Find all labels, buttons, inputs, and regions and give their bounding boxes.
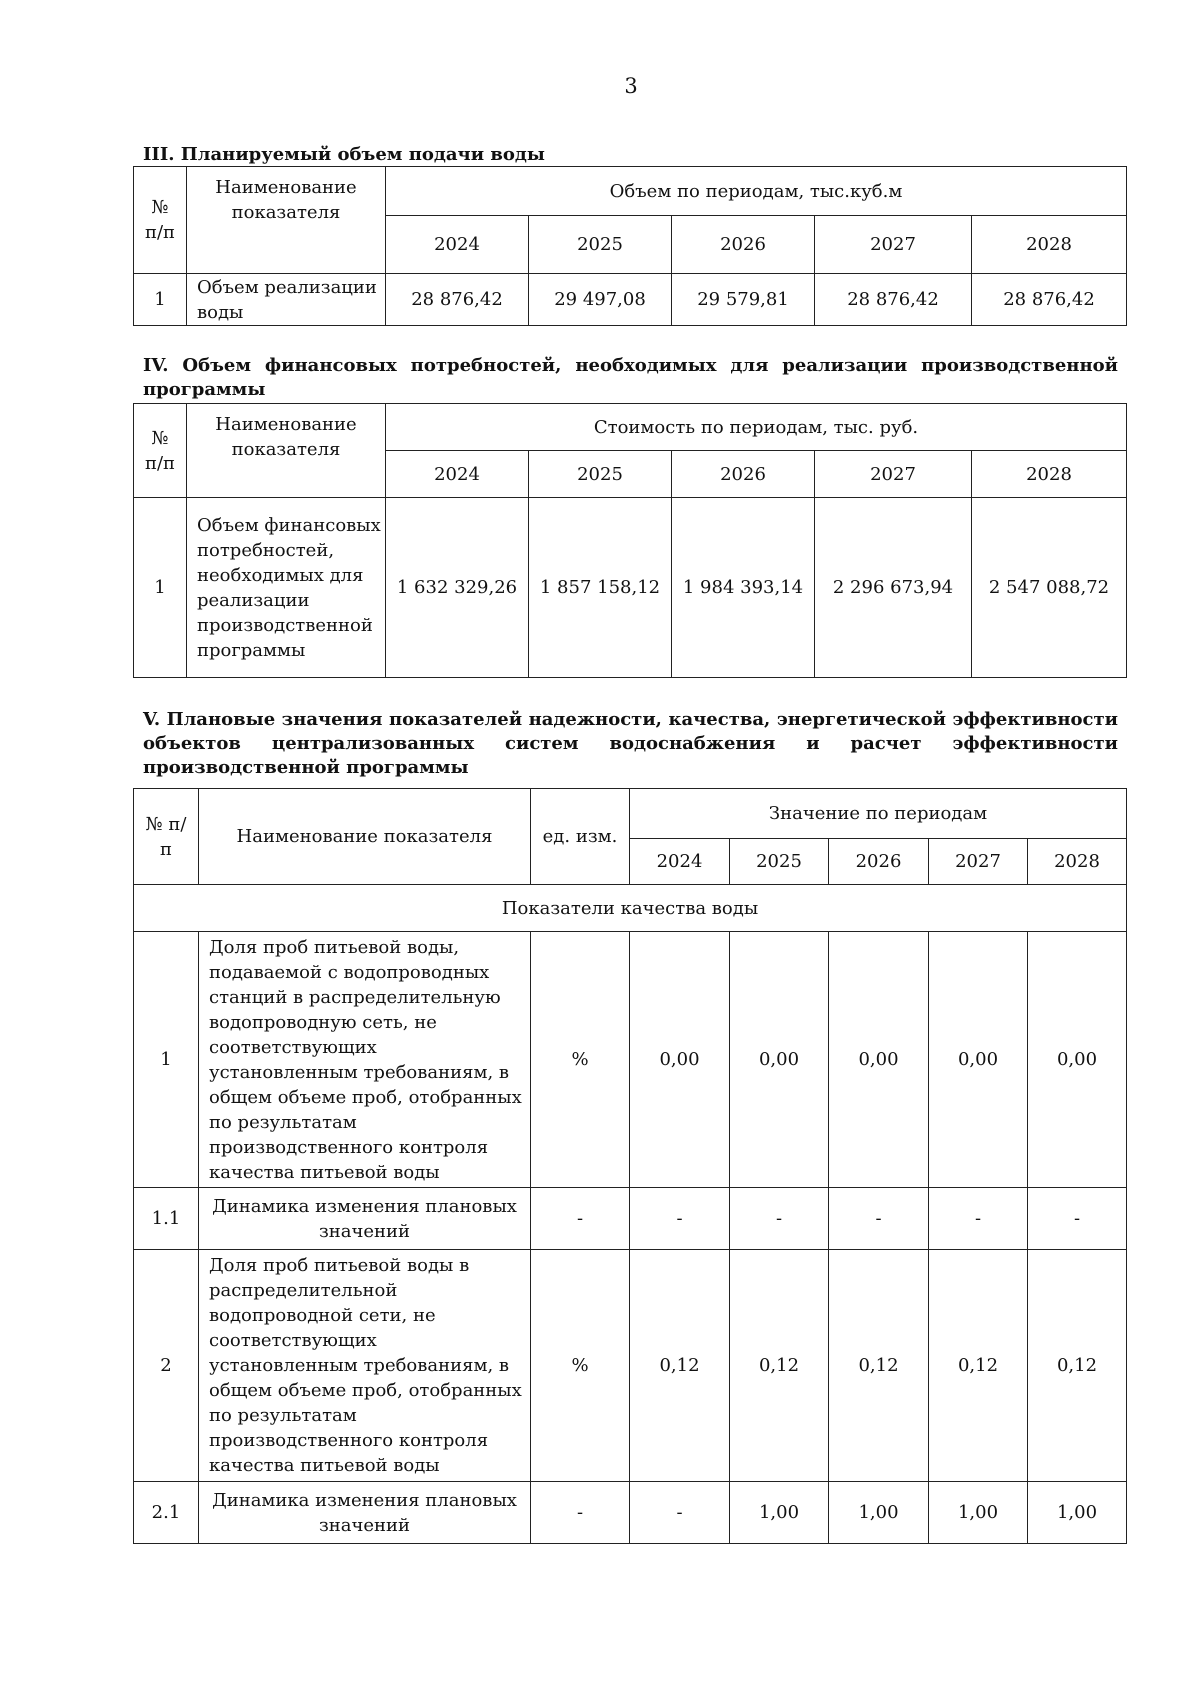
- year-header: 2024: [630, 839, 730, 885]
- indicators-table: [133, 788, 1127, 1544]
- financial-needs-table: [133, 403, 1127, 678]
- row-value: -: [929, 1188, 1028, 1250]
- section-3-title: III. Планируемый объем подачи воды: [143, 144, 545, 165]
- row-value: 0,12: [630, 1250, 730, 1482]
- year-header: 2028: [972, 451, 1127, 498]
- year-header: 2027: [815, 451, 972, 498]
- row-name: Динамика изменения плановых значений: [199, 1482, 531, 1544]
- col-name-header: Наименование показателя: [199, 789, 531, 885]
- row-value: 0,12: [829, 1250, 929, 1482]
- row-num: 1: [134, 498, 187, 678]
- row-value: 1,00: [730, 1482, 829, 1544]
- row-num: 2: [134, 1250, 199, 1482]
- year-header: 2026: [829, 839, 929, 885]
- row-value: 0,00: [1028, 932, 1127, 1188]
- row-value: 1 984 393,14: [672, 498, 815, 678]
- row-value: 0,12: [1028, 1250, 1127, 1482]
- row-value: 1,00: [1028, 1482, 1127, 1544]
- table-row: [134, 274, 1127, 326]
- row-value: 2 547 088,72: [972, 498, 1127, 678]
- year-header: 2025: [730, 839, 829, 885]
- col-name-header: Наименование показателя: [187, 167, 386, 274]
- row-unit: %: [531, 1250, 630, 1482]
- row-name: Доля проб питьевой воды, подаваемой с водопроводных станций в распределительную водопроводную сеть, не соответствующих установленным требованиям, в общем объеме проб, отобранных по результатам производственного контроля качества питьевой воды: [199, 932, 531, 1188]
- row-value: 0,12: [730, 1250, 829, 1482]
- row-value: 0,00: [929, 932, 1028, 1188]
- row-unit: %: [531, 932, 630, 1188]
- col-num-header: № п/п: [134, 789, 199, 885]
- group-label-row: Показатели качества воды: [134, 885, 1127, 932]
- row-value: 1 857 158,12: [529, 498, 672, 678]
- row-value: -: [630, 1482, 730, 1544]
- row-name: Объем финансовых потребностей, необходимых для реализации производственной программы: [187, 498, 386, 678]
- year-header: 2028: [972, 216, 1127, 274]
- year-header: 2025: [529, 451, 672, 498]
- table-row: [134, 932, 1127, 1188]
- year-header: 2026: [672, 451, 815, 498]
- table-row: [134, 1250, 1127, 1482]
- period-group-header: Стоимость по периодам, тыс. руб.: [386, 404, 1127, 451]
- year-header: 2024: [386, 216, 529, 274]
- col-num-header: № п/п: [134, 404, 187, 498]
- row-name: Динамика изменения плановых значений: [199, 1188, 531, 1250]
- row-value: -: [630, 1188, 730, 1250]
- section-4-title: IV. Объем финансовых потребностей, необходимых для реализации производственной программы: [143, 355, 1118, 400]
- row-name: Доля проб питьевой воды в распределительной водопроводной сети, не соответствующих установленным требованиям, в общем объеме проб, отобранных по результатам производственного контроля качества питьевой воды: [199, 1250, 531, 1482]
- row-value: -: [829, 1188, 929, 1250]
- row-value: -: [730, 1188, 829, 1250]
- row-value: 1,00: [929, 1482, 1028, 1544]
- row-num: 1.1: [134, 1188, 199, 1250]
- row-value: 28 876,42: [815, 274, 972, 326]
- row-value: -: [1028, 1188, 1127, 1250]
- row-value: 0,00: [730, 932, 829, 1188]
- page-number: 3: [624, 74, 638, 98]
- row-value: 0,00: [630, 932, 730, 1188]
- row-num: 1: [134, 932, 199, 1188]
- row-num: 1: [134, 274, 187, 326]
- row-value: 29 497,08: [529, 274, 672, 326]
- row-value: 2 296 673,94: [815, 498, 972, 678]
- year-header: 2027: [929, 839, 1028, 885]
- row-name: Объем реализации воды: [187, 274, 386, 326]
- col-name-header: Наименование показателя: [187, 404, 386, 498]
- year-header: 2026: [672, 216, 815, 274]
- table-row: [134, 1482, 1127, 1544]
- row-value: 1 632 329,26: [386, 498, 529, 678]
- row-value: 0,00: [829, 932, 929, 1188]
- water-supply-table: [133, 166, 1127, 326]
- year-header: 2028: [1028, 839, 1127, 885]
- year-header: 2027: [815, 216, 972, 274]
- row-value: 29 579,81: [672, 274, 815, 326]
- year-header: 2025: [529, 216, 672, 274]
- row-value: 28 876,42: [972, 274, 1127, 326]
- row-num: 2.1: [134, 1482, 199, 1544]
- period-group-header: Объем по периодам, тыс.куб.м: [386, 167, 1127, 216]
- table-row: [134, 1188, 1127, 1250]
- col-num-header: № п/п: [134, 167, 187, 274]
- col-unit-header: ед. изм.: [531, 789, 630, 885]
- row-value: 28 876,42: [386, 274, 529, 326]
- period-group-header: Значение по периодам: [630, 789, 1127, 839]
- row-unit: -: [531, 1482, 630, 1544]
- year-header: 2024: [386, 451, 529, 498]
- row-value: 1,00: [829, 1482, 929, 1544]
- row-value: 0,12: [929, 1250, 1028, 1482]
- table-row: [134, 498, 1127, 678]
- section-5-title: V. Плановые значения показателей надежности, качества, энергетической эффективности объектов централизованных систем водоснабжения и расчет эффективности производственной программы: [143, 709, 1118, 778]
- row-unit: -: [531, 1188, 630, 1250]
